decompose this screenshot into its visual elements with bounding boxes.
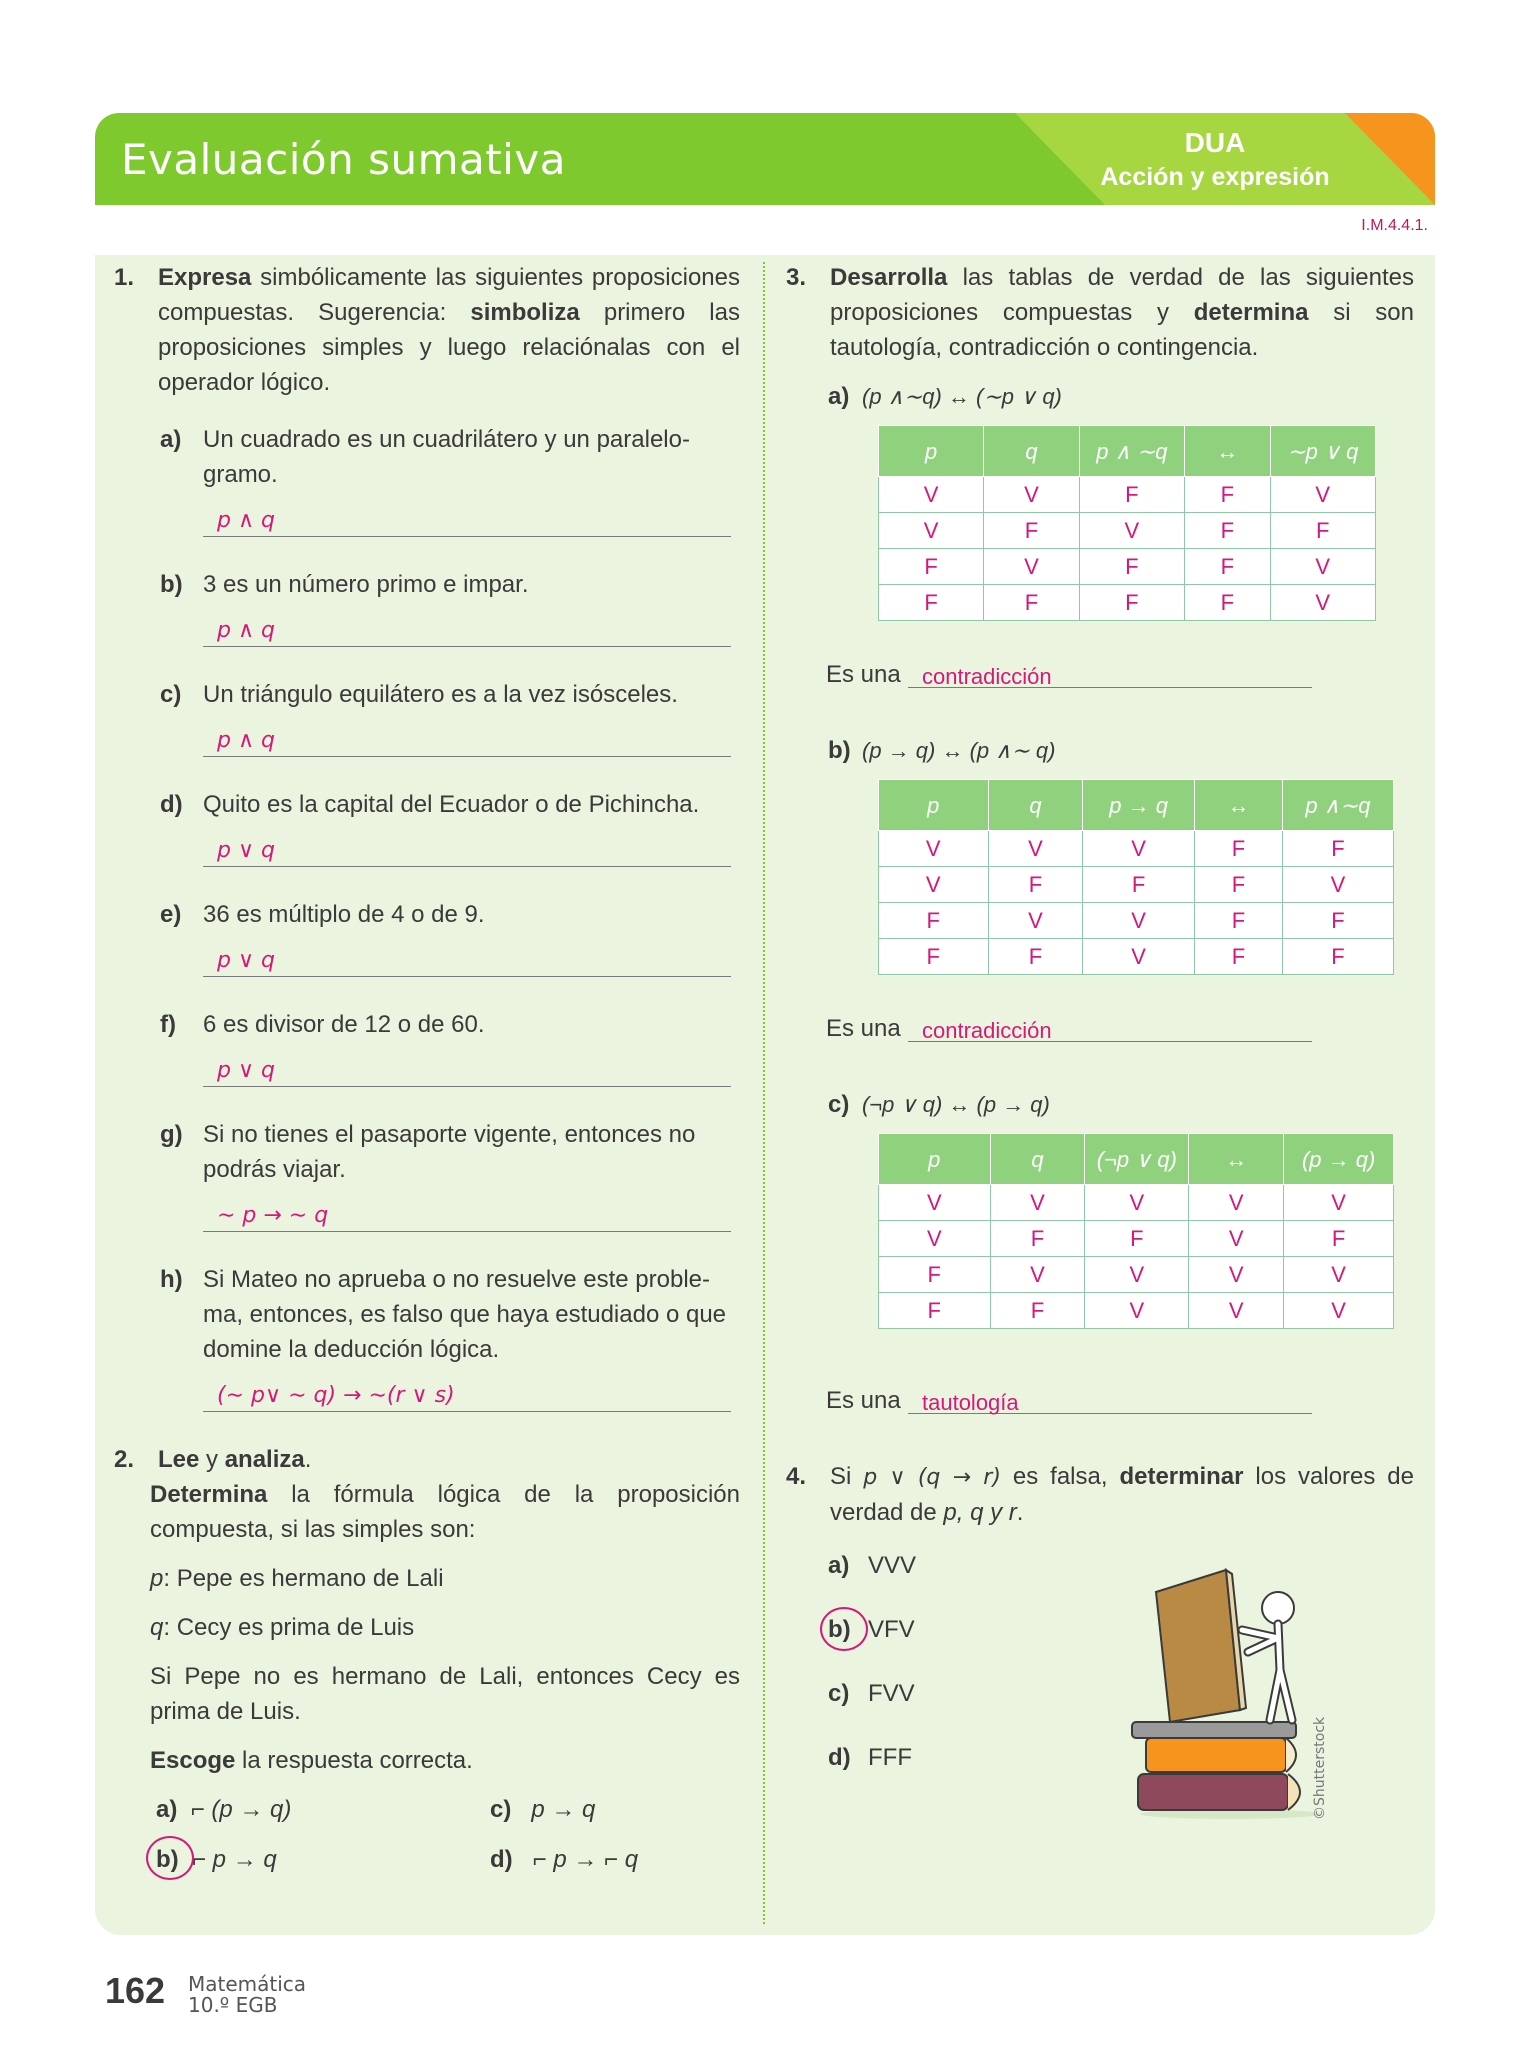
- table-header-row: [879, 1134, 1394, 1185]
- question-1-statement: [110, 260, 740, 400]
- column-header: ↔: [1185, 426, 1271, 477]
- table-cell: F: [1194, 831, 1282, 867]
- q2-p-def: [110, 1561, 740, 1596]
- q4-formula: p ∨ (q → r): [863, 1465, 1001, 1490]
- table-cell: F: [1282, 903, 1393, 939]
- column-header: (¬p ∨ q): [1085, 1134, 1189, 1185]
- table-cell: V: [1282, 867, 1393, 903]
- es-una-label: Es una: [826, 661, 901, 688]
- q1-text-1: simbólicamente las siguientes proposiciones compuestas. Sugerencia:: [158, 264, 740, 326]
- option-letter: a): [828, 1552, 850, 1579]
- option-letter: d): [490, 1846, 513, 1873]
- item-letter: f): [160, 1011, 176, 1038]
- table-cell: V: [1083, 939, 1195, 975]
- q2-option-c[interactable]: [490, 1792, 595, 1827]
- dua-subtitle: Acción y expresión: [1100, 163, 1330, 191]
- q1-item-h: [110, 1262, 740, 1367]
- q2-option-d[interactable]: [490, 1842, 638, 1877]
- column-header: ↔: [1194, 780, 1282, 831]
- option-value: VVV: [868, 1552, 917, 1579]
- q2-option-a[interactable]: [156, 1792, 291, 1827]
- option-formula: ⌐ (p → q): [190, 1796, 292, 1823]
- q1-item-f: [110, 1007, 740, 1042]
- table-cell: F: [984, 513, 1079, 549]
- table-cell: F: [1083, 867, 1195, 903]
- question-4-statement: [782, 1459, 1414, 1530]
- section-title: Evaluación sumativa: [121, 135, 566, 184]
- q1-lead: Expresa: [158, 264, 252, 291]
- q-label: q: [150, 1614, 164, 1641]
- item-text: Quito es la capital del Ecuador o de Pichincha.: [203, 791, 700, 818]
- column-header: ∼p ∨ q: [1270, 426, 1375, 477]
- selected-answer-circle: [146, 1836, 194, 1880]
- answer-text: p ∨ q: [217, 1058, 276, 1083]
- item-text: 36 es múltiplo de 4 o de 9.: [203, 901, 485, 928]
- item-letter: d): [160, 791, 183, 818]
- answer-line[interactable]: [203, 944, 731, 977]
- table-row: [879, 867, 1394, 903]
- formula-text: (¬p ∨ q) ↔ (p → q): [862, 1092, 1050, 1117]
- q-text: : Cecy es prima de Luis: [163, 1614, 415, 1641]
- table-cell: V: [1270, 477, 1375, 513]
- q2-y: y: [199, 1446, 225, 1473]
- q2-period: .: [304, 1446, 312, 1473]
- q1-item-c: [110, 677, 740, 712]
- option-value: FFF: [868, 1744, 912, 1771]
- answer-text: contradicción: [922, 664, 1052, 689]
- section-header: [95, 113, 1435, 205]
- item-text: 3 es un número primo e impar.: [203, 571, 529, 598]
- answer-text: (∼ p∨ ∼ q) → ∼(r ∨ s): [217, 1383, 455, 1408]
- q4-text-2: los valores de verdad de: [830, 1463, 1414, 1526]
- formula-letter: b): [828, 737, 851, 764]
- table-cell: F: [1282, 831, 1393, 867]
- answer-text: ∼ p → ∼ q: [217, 1203, 329, 1228]
- es-una-label: Es una: [826, 1015, 901, 1042]
- column-header: q: [990, 1134, 1085, 1185]
- column-header: ↔: [1189, 1134, 1284, 1185]
- table-row: [879, 1221, 1394, 1257]
- q1-item-a: [110, 422, 740, 492]
- item-text: Un triángulo equilátero es a la vez isósceles.: [203, 681, 678, 708]
- table-cell: V: [1085, 1257, 1189, 1293]
- table-cell: V: [1085, 1185, 1189, 1221]
- column-header: p ∧∼q: [1282, 780, 1393, 831]
- table-cell: F: [1185, 513, 1271, 549]
- subject-name: Matemática: [188, 1972, 307, 1996]
- table-cell: F: [990, 1293, 1085, 1329]
- q3-formula-a: [782, 379, 1414, 415]
- column-header: p: [879, 780, 989, 831]
- q2-lead: Lee: [158, 1446, 200, 1473]
- table-cell: V: [984, 549, 1079, 585]
- q2-choose: [110, 1743, 740, 1778]
- table-cell: V: [1284, 1293, 1394, 1329]
- truth-table-b: [878, 779, 1394, 975]
- question-number: 3.: [786, 264, 807, 291]
- question-number: 1.: [114, 264, 135, 291]
- table-cell: F: [1194, 939, 1282, 975]
- p-text: : Pepe es hermano de Lali: [163, 1565, 444, 1592]
- q3-result-b: [782, 1011, 1414, 1047]
- q3-formula-b: [782, 733, 1414, 769]
- column-header: (p → q): [1284, 1134, 1394, 1185]
- table-cell: F: [1194, 867, 1282, 903]
- answer-text: contradicción: [922, 1018, 1052, 1043]
- choose-text: la respuesta correcta.: [235, 1747, 473, 1774]
- item-text: Si no tienes el pasaporte vigente, entonces no podrás viajar.: [203, 1121, 696, 1183]
- option-formula: ⌐ p → ⌐ q: [532, 1846, 639, 1873]
- truth-table-c: [878, 1133, 1394, 1329]
- q4-text-1: es falsa,: [1000, 1463, 1120, 1490]
- table-cell: F: [1079, 549, 1184, 585]
- table-row: [879, 585, 1376, 621]
- table-cell: F: [879, 903, 989, 939]
- item-text: Un cuadrado es un cuadrilátero y un paralelo-gramo.: [203, 426, 690, 488]
- books-illustration: [1130, 1560, 1330, 1820]
- table-cell: V: [1083, 903, 1195, 939]
- q1-item-g: [110, 1117, 740, 1187]
- q4-bold: determinar: [1119, 1463, 1244, 1490]
- answer-text: p ∧ q: [217, 618, 276, 643]
- answer-line[interactable]: [203, 504, 731, 537]
- column-header: p ∧ ∼q: [1079, 426, 1184, 477]
- option-letter: c): [490, 1796, 512, 1823]
- table-cell: V: [1083, 831, 1195, 867]
- table-row: [879, 1185, 1394, 1221]
- item-letter: e): [160, 901, 182, 928]
- table-cell: V: [1284, 1257, 1394, 1293]
- column-header: p → q: [1083, 780, 1195, 831]
- table-cell: V: [1270, 585, 1375, 621]
- column-header: q: [984, 426, 1079, 477]
- option-value: VFV: [868, 1616, 915, 1643]
- q4-period: .: [1016, 1499, 1024, 1526]
- truth-table-a: [878, 425, 1376, 621]
- table-cell: V: [984, 477, 1079, 513]
- table-cell: F: [1185, 549, 1271, 585]
- page-number: 162: [105, 1970, 166, 2011]
- formula-text: (p ∧∼q) ↔ (∼p ∨ q): [862, 384, 1062, 409]
- table-cell: V: [1085, 1293, 1189, 1329]
- answer-line[interactable]: [203, 834, 731, 867]
- table-cell: V: [990, 1185, 1085, 1221]
- item-letter: g): [160, 1121, 183, 1148]
- table-cell: V: [879, 867, 989, 903]
- table-cell: F: [1282, 939, 1393, 975]
- answer-line[interactable]: [203, 1054, 731, 1087]
- table-cell: F: [879, 1293, 991, 1329]
- option-formula: ⌐ p → q: [192, 1846, 277, 1873]
- table-cell: V: [988, 903, 1083, 939]
- answer-text: tautología: [922, 1390, 1019, 1415]
- answer-line[interactable]: [203, 1199, 731, 1232]
- option-letter: c): [828, 1680, 850, 1707]
- answer-line[interactable]: [203, 1379, 731, 1412]
- item-letter: b): [160, 571, 183, 598]
- dua-badge: [1015, 113, 1435, 205]
- answer-text: p ∨ q: [217, 948, 276, 973]
- q2-det-bold: Determina: [150, 1481, 268, 1508]
- table-cell: V: [1284, 1185, 1394, 1221]
- option-value: FVV: [868, 1680, 915, 1707]
- table-cell: V: [879, 513, 984, 549]
- table-row: [879, 549, 1376, 585]
- table-cell: F: [988, 867, 1083, 903]
- q2-bold-2: analiza: [224, 1446, 305, 1473]
- p-label: p: [150, 1565, 164, 1592]
- q3-formula-c: [782, 1087, 1414, 1123]
- q3-result-a: [782, 657, 1414, 693]
- option-letter: a): [156, 1796, 178, 1823]
- formula-letter: c): [828, 1091, 850, 1118]
- table-cell: F: [988, 939, 1083, 975]
- table-row: [879, 1293, 1394, 1329]
- table-cell: V: [879, 831, 989, 867]
- table-cell: V: [990, 1257, 1085, 1293]
- table-row: [879, 831, 1394, 867]
- image-credit: ©Shutterstock: [1312, 1716, 1328, 1820]
- table-row: [879, 903, 1394, 939]
- column-divider: [763, 262, 765, 1924]
- option-letter: b): [828, 1616, 851, 1643]
- table-cell: V: [879, 1185, 991, 1221]
- q3-lead: Desarrolla: [830, 264, 948, 291]
- q4-si: Si: [830, 1463, 864, 1490]
- q1-item-d: [110, 787, 740, 822]
- table-cell: V: [1189, 1257, 1284, 1293]
- item-text: Si Mateo no aprueba o no resuelve este proble-ma, entonces, es falso que haya estudiado o que domine la deducción lógica.: [203, 1266, 727, 1363]
- column-header: p: [879, 426, 984, 477]
- es-una-label: Es una: [826, 1387, 901, 1414]
- table-cell: F: [1185, 585, 1271, 621]
- formula-letter: a): [828, 383, 850, 410]
- q2-det-text: la fórmula lógica de la proposición compuesta, si las simples son:: [150, 1481, 740, 1543]
- q3-text-1: las tablas de verdad de las siguientes proposiciones compuestas y: [830, 264, 1414, 326]
- item-text: 6 es divisor de 12 o de 60.: [203, 1011, 485, 1038]
- table-cell: F: [879, 1257, 991, 1293]
- q2-statement-text: Si Pepe no es hermano de Lali, entonces Cecy es prima de Luis.: [150, 1663, 740, 1725]
- table-cell: V: [879, 1221, 991, 1257]
- column-header: q: [988, 780, 1083, 831]
- question-number: 4.: [786, 1463, 807, 1490]
- option-formula: p → q: [531, 1796, 596, 1823]
- table-cell: V: [1079, 513, 1184, 549]
- option-letter: d): [828, 1744, 851, 1771]
- q3-text-2: si son tautología, contradicción o contingencia.: [830, 299, 1414, 361]
- table-cell: V: [1189, 1185, 1284, 1221]
- grade-label: 10.º EGB: [188, 1993, 278, 2017]
- footer-subject: [188, 1974, 306, 2016]
- q1-item-b: [110, 567, 740, 602]
- table-cell: F: [1284, 1221, 1394, 1257]
- item-letter: c): [160, 681, 182, 708]
- table-row: [879, 939, 1394, 975]
- table-cell: F: [1079, 585, 1184, 621]
- table-header-row: [879, 780, 1394, 831]
- answer-line[interactable]: [203, 724, 731, 757]
- item-letter: a): [160, 426, 182, 453]
- q2-q-def: [110, 1610, 740, 1645]
- dua-title: DUA: [1184, 127, 1246, 158]
- answer-text: p ∨ q: [217, 838, 276, 863]
- table-cell: F: [879, 939, 989, 975]
- table-cell: V: [1189, 1221, 1284, 1257]
- q2-determine: [110, 1477, 740, 1547]
- table-cell: V: [1270, 549, 1375, 585]
- item-letter: h): [160, 1266, 183, 1293]
- indicator-code: I.M.4.4.1.: [1361, 217, 1428, 234]
- answer-line[interactable]: [203, 614, 731, 647]
- left-column: [110, 260, 740, 1902]
- column-header: p: [879, 1134, 991, 1185]
- table-cell: V: [1189, 1293, 1284, 1329]
- table-cell: F: [1079, 477, 1184, 513]
- table-cell: V: [988, 831, 1083, 867]
- table-cell: V: [879, 477, 984, 513]
- q2-options: [110, 1792, 740, 1902]
- table-cell: F: [1194, 903, 1282, 939]
- table-cell: F: [1270, 513, 1375, 549]
- table-cell: F: [1085, 1221, 1189, 1257]
- table-row: [879, 1257, 1394, 1293]
- choose-bold: Escoge: [150, 1747, 236, 1774]
- question-3-statement: [782, 260, 1414, 365]
- q3-bold-2: determina: [1193, 299, 1309, 326]
- question-2-statement: [110, 1442, 740, 1477]
- table-cell: F: [1185, 477, 1271, 513]
- q1-text-2: primero las proposiciones simples y luego relaciónalas con el operador lógico.: [158, 299, 740, 396]
- q3-result-c: [782, 1383, 1414, 1419]
- answer-text: p ∧ q: [217, 508, 276, 533]
- table-cell: F: [879, 549, 984, 585]
- answer-text: p ∧ q: [217, 728, 276, 753]
- q4-vars: p, q y r: [943, 1499, 1017, 1526]
- table-cell: F: [990, 1221, 1085, 1257]
- table-cell: F: [984, 585, 1079, 621]
- selected-answer-circle: [820, 1607, 868, 1651]
- table-row: [879, 477, 1376, 513]
- q1-bold-2: simboliza: [470, 299, 580, 326]
- table-row: [879, 513, 1376, 549]
- table-cell: F: [879, 585, 984, 621]
- question-number: 2.: [114, 1446, 135, 1473]
- table-header-row: [879, 426, 1376, 477]
- option-letter: b): [156, 1846, 179, 1873]
- q1-item-e: [110, 897, 740, 932]
- formula-text: (p → q) ↔ (p ∧∼ q): [862, 738, 1056, 763]
